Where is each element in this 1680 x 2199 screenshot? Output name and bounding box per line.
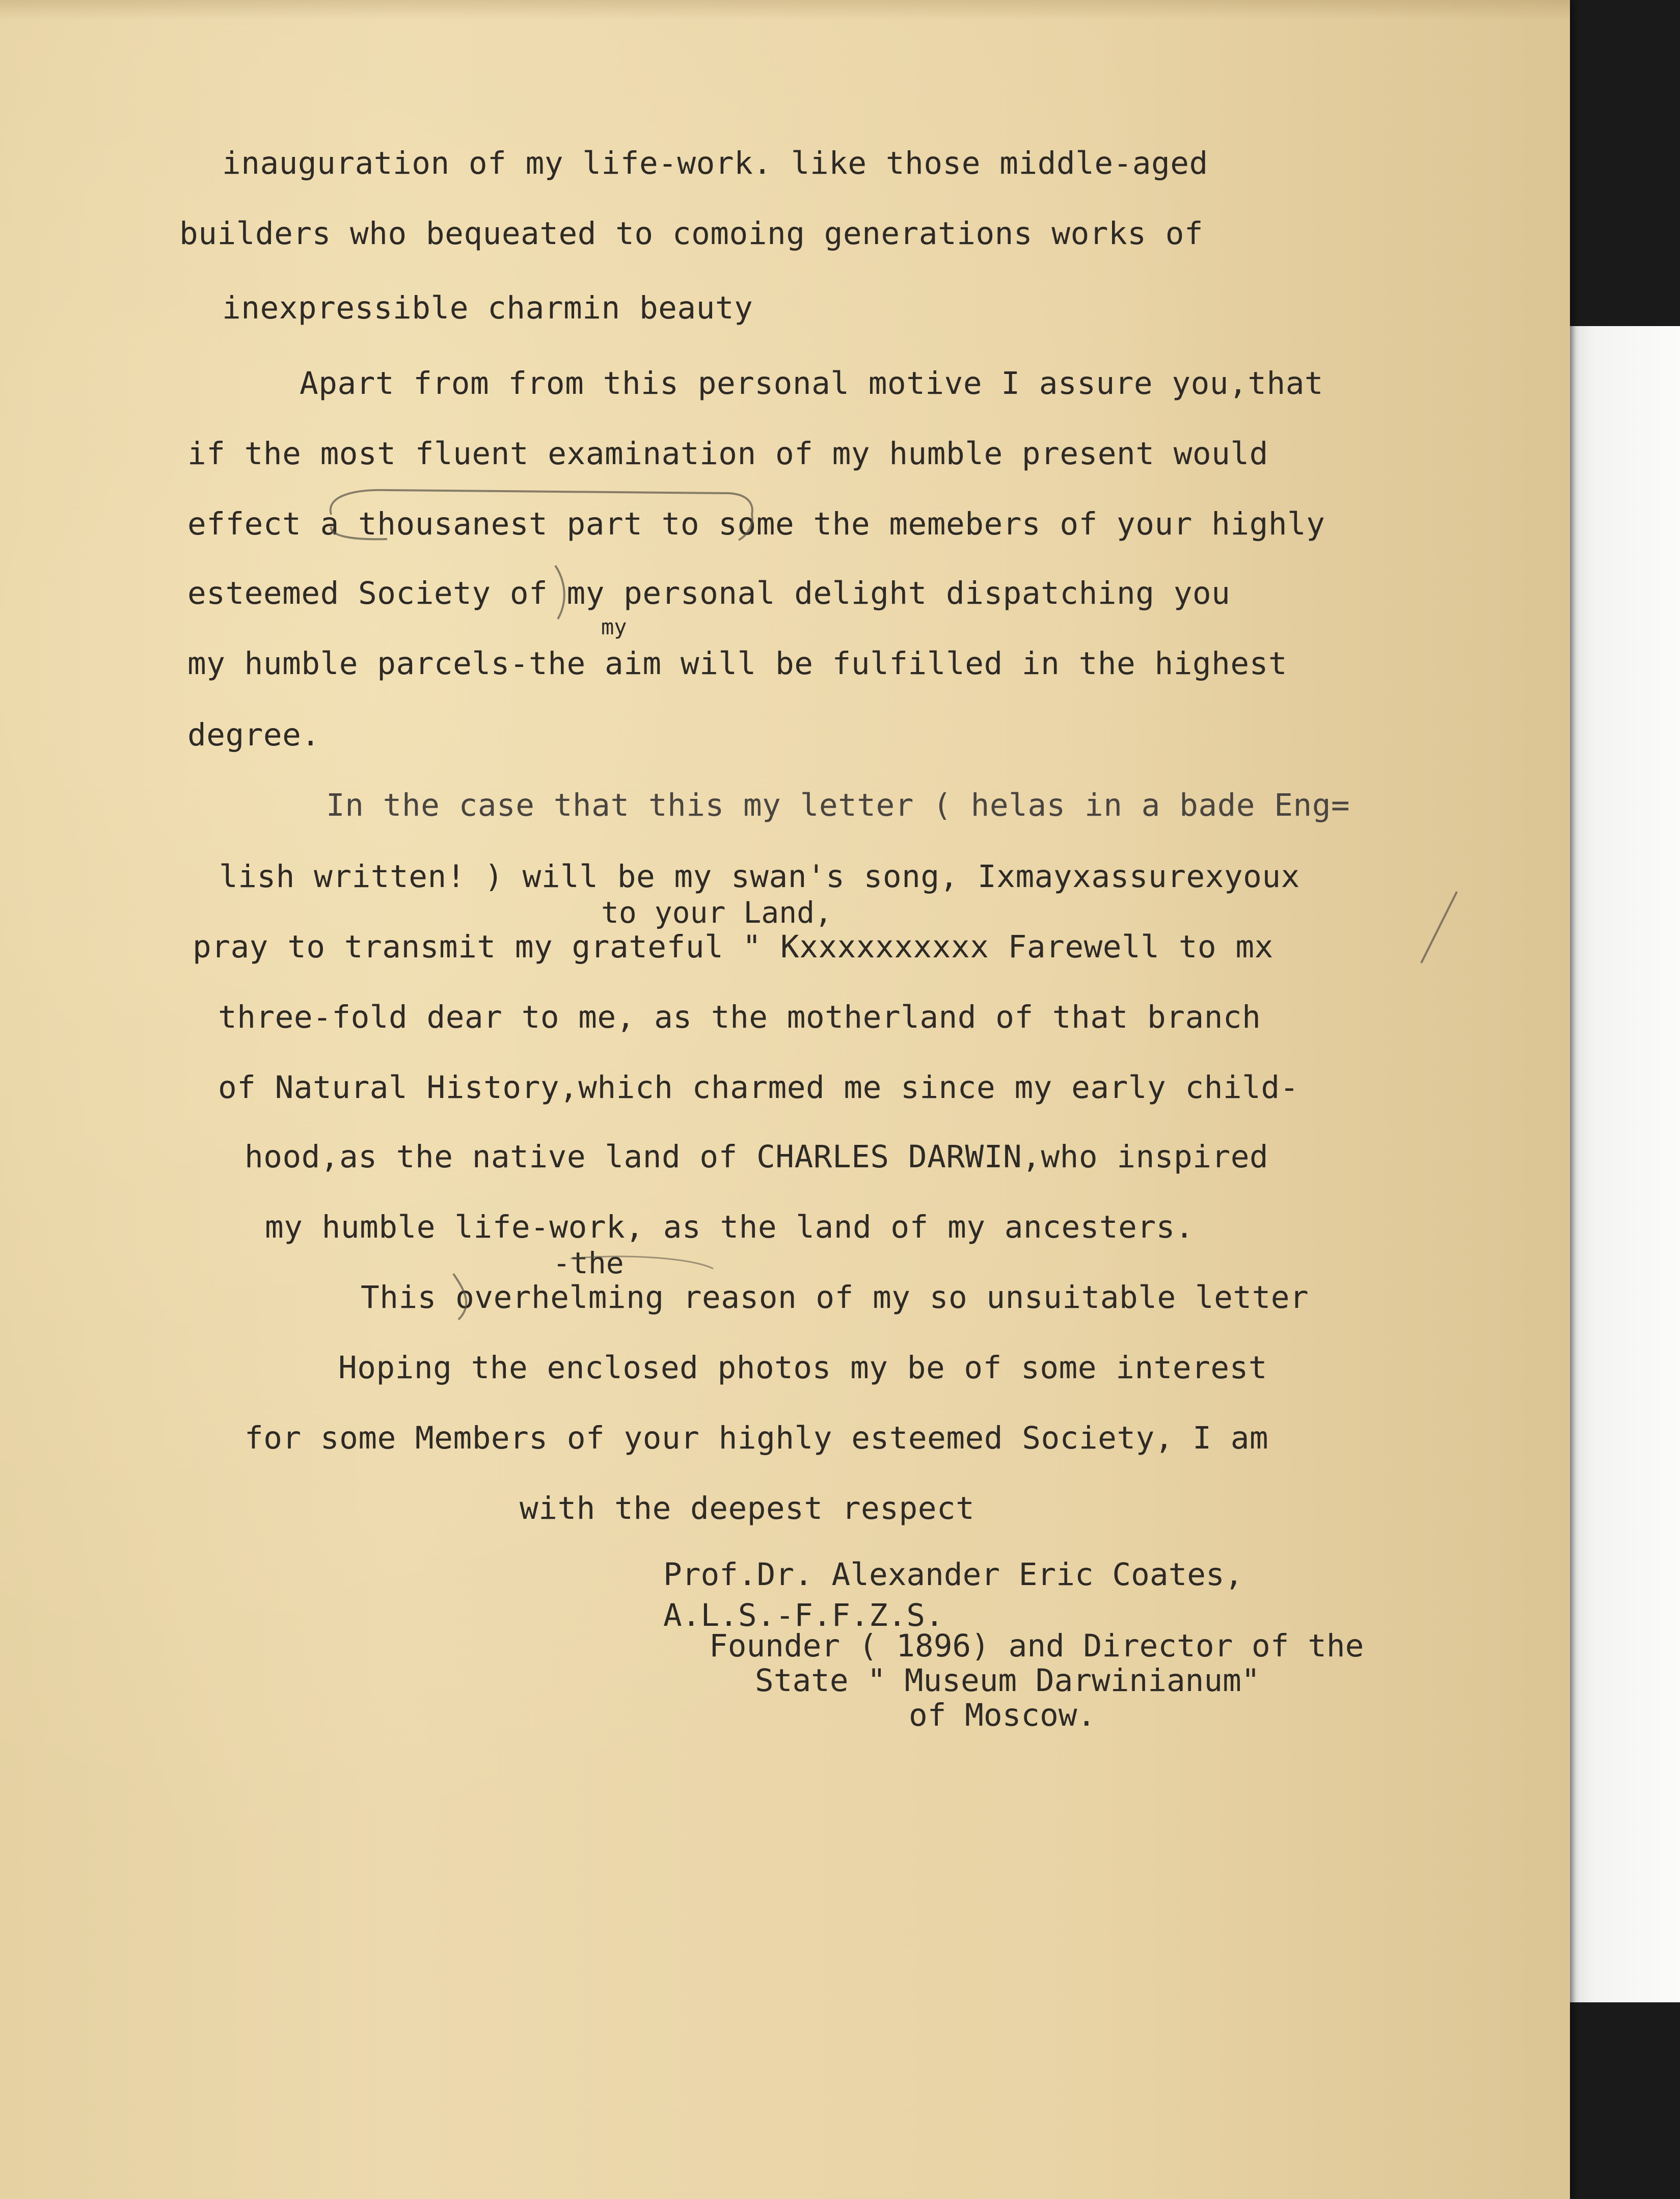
letter-line-7: esteemed Society of my personal delight dispatching you xyxy=(187,575,1231,611)
letter-line-9: degree. xyxy=(187,717,320,753)
letter-line-14: of Natural History,which charmed me since my early child- xyxy=(218,1069,1299,1106)
signature-city: of Moscow. xyxy=(909,1697,1096,1733)
signature-credentials: A.L.S.-F.F.Z.S. xyxy=(663,1597,944,1633)
letter-line-15: hood,as the native land of CHARLES DARWIN,who inspired xyxy=(245,1139,1269,1175)
letter-line-6: effect a thousanest part to some the memebers of your highly xyxy=(187,506,1325,542)
letter-line-11: lish written! ) will be my swan's song, Ixmayxassurexyoux xyxy=(219,859,1300,895)
letter-line-19: for some Members of your highly esteemed Society, I am xyxy=(245,1420,1269,1456)
interlinear-the: -the xyxy=(553,1246,624,1280)
letter-line-4: Apart from from this personal motive I assure you,that xyxy=(300,365,1324,401)
letter-line-5: if the most fluent examination of my humble present would xyxy=(187,436,1268,472)
interlinear-to-your-land: to your Land, xyxy=(601,895,832,930)
signature-museum: State " Museum Darwinianum" xyxy=(755,1662,1260,1699)
letter-line-10: In the case that this my letter ( helas in a bade Eng= xyxy=(326,787,1350,823)
letter-line-17: This overhelming reason of my so unsuitable letter xyxy=(361,1279,1309,1316)
signature-founder: Founder ( 1896) and Director of the xyxy=(709,1628,1364,1664)
interlinear-my: my xyxy=(601,614,627,639)
letter-line-18: Hoping the enclosed photos my be of some interest xyxy=(338,1350,1268,1386)
letter-line-16: my humble life-work, as the land of my ancesters. xyxy=(265,1209,1195,1245)
letter-line-1: inauguration of my life-work. like those middle-aged xyxy=(222,145,1208,181)
letter-line-8: my humble parcels-the aim will be fulfilled in the highest xyxy=(187,646,1288,682)
underlying-sheet xyxy=(1559,326,1680,2002)
letter-line-3: inexpressible charmin beauty xyxy=(222,290,753,326)
letter-line-13: three-fold dear to me, as the motherland of that branch xyxy=(218,999,1261,1035)
signature-name: Prof.Dr. Alexander Eric Coates, xyxy=(663,1557,1243,1593)
letter-line-12: pray to transmit my grateful " Kxxxxxxxxxx Farewell to mx xyxy=(193,929,1273,965)
letter-line-2: builders who bequeated to comoing generations works of xyxy=(179,216,1204,252)
letter-line-20: with the deepest respect xyxy=(520,1490,975,1526)
